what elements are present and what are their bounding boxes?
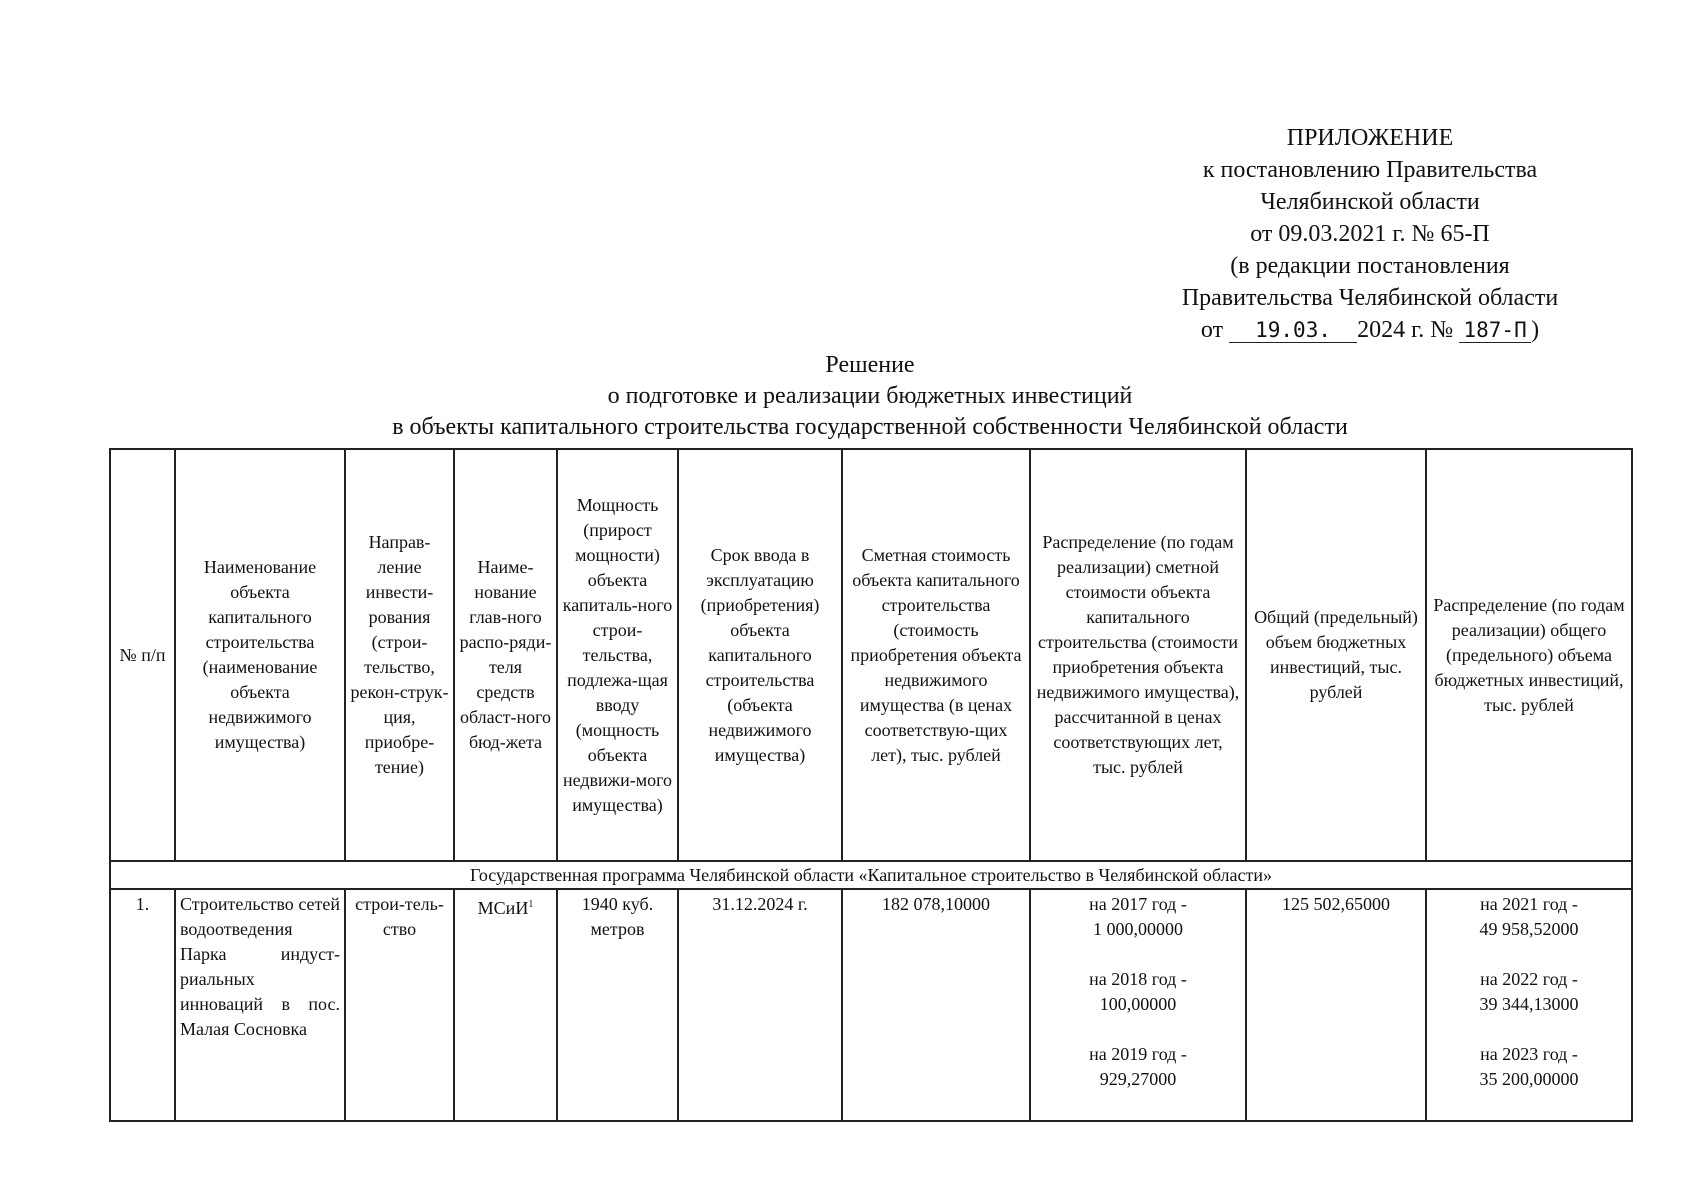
investment-table bbox=[109, 448, 1633, 1122]
estimated-cost: 182 078,10000 bbox=[842, 889, 1030, 1121]
header-cell: Распределение (по годам реализации) общего (предельного) объема бюджетных инвестиций, тыс. рублей bbox=[1426, 449, 1632, 861]
table-row bbox=[110, 889, 1632, 1121]
document-title bbox=[0, 350, 1698, 443]
investment-distribution bbox=[1426, 889, 1632, 1121]
dist-year: на 2022 год - bbox=[1480, 969, 1578, 989]
dist-value: 100,00000 bbox=[1099, 994, 1177, 1014]
title-line: Решение bbox=[825, 352, 915, 378]
header-cell: Наиме-нование глав-ного распо-ряди-теля средств област-ного бюд-жета bbox=[454, 449, 557, 861]
dist-year: на 2021 год - bbox=[1480, 894, 1578, 914]
prefix-text: от bbox=[1200, 317, 1224, 343]
object-name: Строительство сетей водоотведения Парка индуст-риальных инноваций в пос. Малая Сосновка bbox=[175, 889, 345, 1121]
filled-date: 19.03. bbox=[1229, 318, 1357, 343]
appendix-date-line bbox=[1130, 314, 1610, 346]
header-cell: Срок ввода в эксплуатацию (приобретения) объекта капитального строительства (объекта недвижимого имущества) bbox=[678, 449, 842, 861]
header-cell: Направ-ление инвести-рования (строи-тельство, рекон-струк-ция, приобре-тение) bbox=[345, 449, 454, 861]
dist-value: 49 958,52000 bbox=[1479, 919, 1579, 939]
row-number: 1. bbox=[110, 889, 175, 1121]
year-text: 2024 г. № bbox=[1357, 317, 1454, 343]
dist-year: на 2023 год - bbox=[1480, 1044, 1578, 1064]
dist-year: на 2018 год - bbox=[1089, 969, 1187, 989]
header-row bbox=[110, 449, 1632, 861]
suffix-text: ) bbox=[1531, 317, 1540, 343]
appendix-line: к постановлению Правительства bbox=[1202, 157, 1538, 183]
footnote-mark: 1 bbox=[528, 899, 534, 910]
title-line: о подготовке и реализации бюджетных инвестиций bbox=[607, 383, 1133, 409]
dist-year: на 2019 год - bbox=[1089, 1044, 1187, 1064]
dist-value: 929,27000 bbox=[1099, 1069, 1177, 1089]
appendix-line: Челябинской области bbox=[1260, 189, 1480, 215]
header-cell: Общий (предельный) объем бюджетных инвестиций, тыс. рублей bbox=[1246, 449, 1426, 861]
total-investment: 125 502,65000 bbox=[1246, 889, 1426, 1121]
dist-year: на 2017 год - bbox=[1089, 894, 1187, 914]
header-cell: Мощность (прирост мощности) объекта капиталь-ного строи-тельства, подлежа-щая вводу (мощность объекта недвижи-мого имущества) bbox=[557, 449, 678, 861]
header-cell: Распределение (по годам реализации) сметной стоимости объекта капитального строительства (стоимости приобретения объекта недвижимого имущества), рассчитанной в ценах соответствующих лет, тыс. рублей bbox=[1030, 449, 1246, 861]
appendix-line: ПРИЛОЖЕНИЕ bbox=[1286, 125, 1454, 151]
filled-number: 187-П bbox=[1459, 318, 1531, 343]
dist-value: 35 200,00000 bbox=[1479, 1069, 1579, 1089]
investment-direction: строи-тель-ство bbox=[345, 889, 454, 1121]
commissioning-date: 31.12.2024 г. bbox=[678, 889, 842, 1121]
dist-value: 39 344,13000 bbox=[1479, 994, 1579, 1014]
program-row bbox=[110, 861, 1632, 889]
manager-name: МСиИ bbox=[477, 898, 529, 918]
header-cell: Наименование объекта капитального строительства (наименование объекта недвижимого имущества) bbox=[175, 449, 345, 861]
header-cell: № п/п bbox=[110, 449, 175, 861]
title-line: в объекты капитального строительства государственной собственности Челябинской области bbox=[392, 414, 1348, 440]
appendix-header bbox=[1130, 122, 1610, 346]
dist-value: 1 000,00000 bbox=[1093, 919, 1183, 939]
program-title: Государственная программа Челябинской области «Капитальное строительство в Челябинской области» bbox=[110, 861, 1632, 889]
appendix-line: Правительства Челябинской области bbox=[1181, 285, 1559, 311]
appendix-line: (в редакции постановления bbox=[1230, 253, 1510, 279]
appendix-line: от 09.03.2021 г. № 65-П bbox=[1250, 221, 1490, 247]
budget-manager bbox=[454, 889, 557, 1121]
cost-distribution bbox=[1030, 889, 1246, 1121]
capacity: 1940 куб. метров bbox=[557, 889, 678, 1121]
header-cell: Сметная стоимость объекта капитального строительства (стоимость приобретения объекта недвижимого имущества (в ценах соответствую-щих лет), тыс. рублей bbox=[842, 449, 1030, 861]
